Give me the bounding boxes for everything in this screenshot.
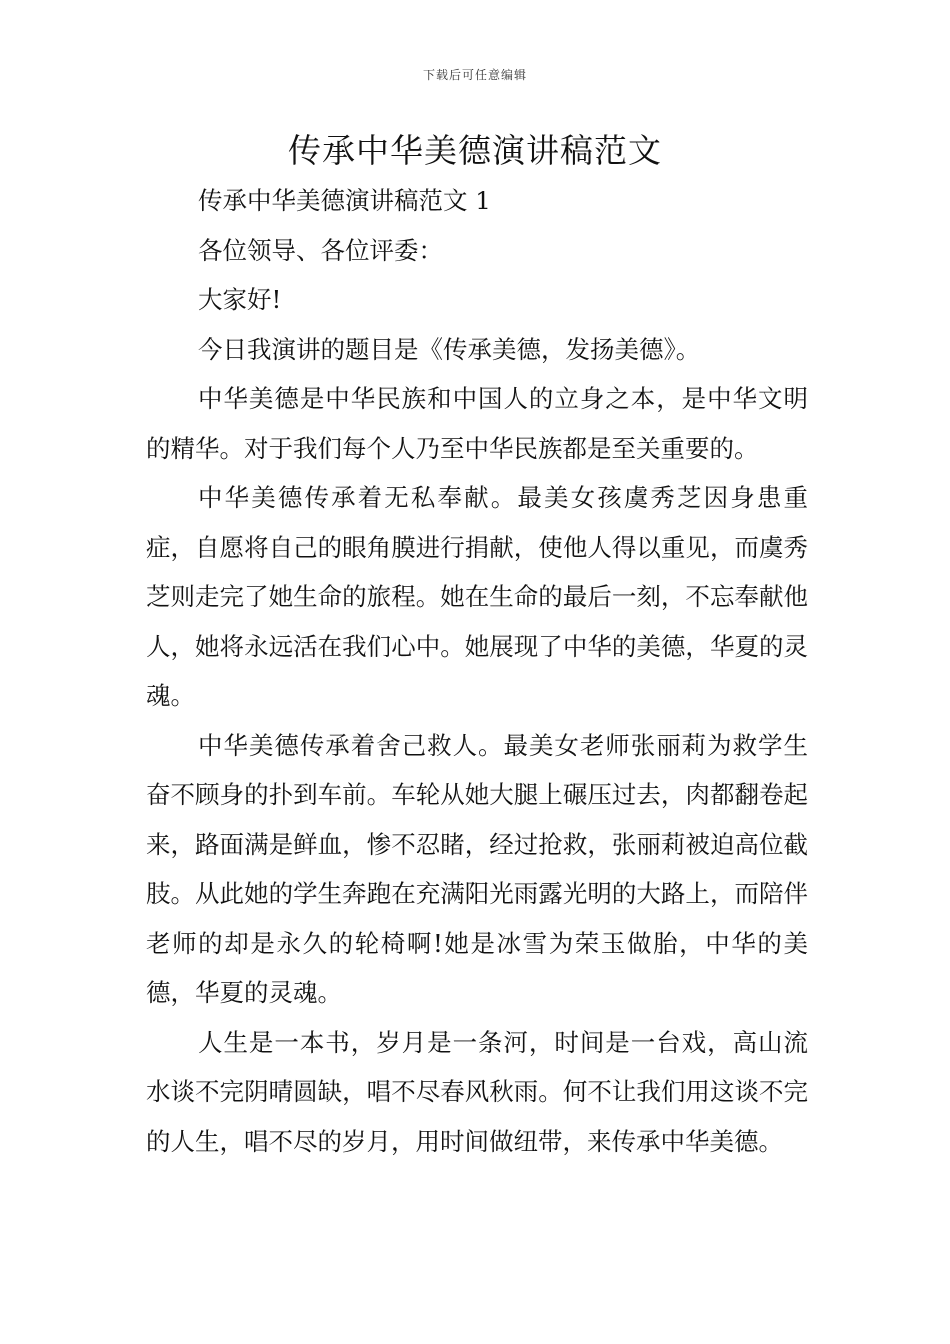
paragraph-salutation: 各位领导、各位评委： <box>198 235 443 265</box>
document-body <box>146 176 808 1166</box>
paragraph: 中华美德是中华民族和中国人的立身之本，是中华文明的精华。对于我们每个人乃至中华民族都是至关重要的。 <box>146 384 808 463</box>
paragraph: 人生是一本书，岁月是一条河，时间是一台戏，高山流水谈不完阴晴圆缺，唱不尽春风秋雨。何不让我们用这谈不完的人生，唱不尽的岁月，用时间做纽带，来传承中华美德。 <box>146 1027 808 1156</box>
header-note: 下载后可任意编辑 <box>422 68 527 82</box>
paragraph-topic: 今日我演讲的题目是《传承美德，发扬美德》。 <box>198 334 701 364</box>
paragraph: 中华美德传承着无私奉献。最美女孩虞秀芝因身患重症，自愿将自己的眼角膜进行捐献，使他人得以重见，而虞秀芝则走完了她生命的旅程。她在生命的最后一刻，不忘奉献他人，她将永远活在我们心中。她展现了中华的美德，华夏的灵魂。 <box>146 483 808 710</box>
paragraph-greeting: 大家好! <box>198 285 282 314</box>
document-title: 传承中华美德演讲稿范文 <box>288 131 662 170</box>
paragraph-subtitle: 传承中华美德演讲稿范文 1 <box>198 186 491 215</box>
paragraph: 中华美德传承着舍己救人。最美女老师张丽莉为救学生奋不顾身的扑到车前。车轮从她大腿上碾压过去，肉都翻卷起来，路面满是鲜血，惨不忍睹，经过抢救，张丽莉被迫高位截肢。从此她的学生奔跑在充满阳光雨露光明的大路上，而陪伴老师的却是永久的轮椅啊!她是冰雪为荣玉做胎，中华的美德，华夏的灵魂。 <box>146 730 808 1007</box>
